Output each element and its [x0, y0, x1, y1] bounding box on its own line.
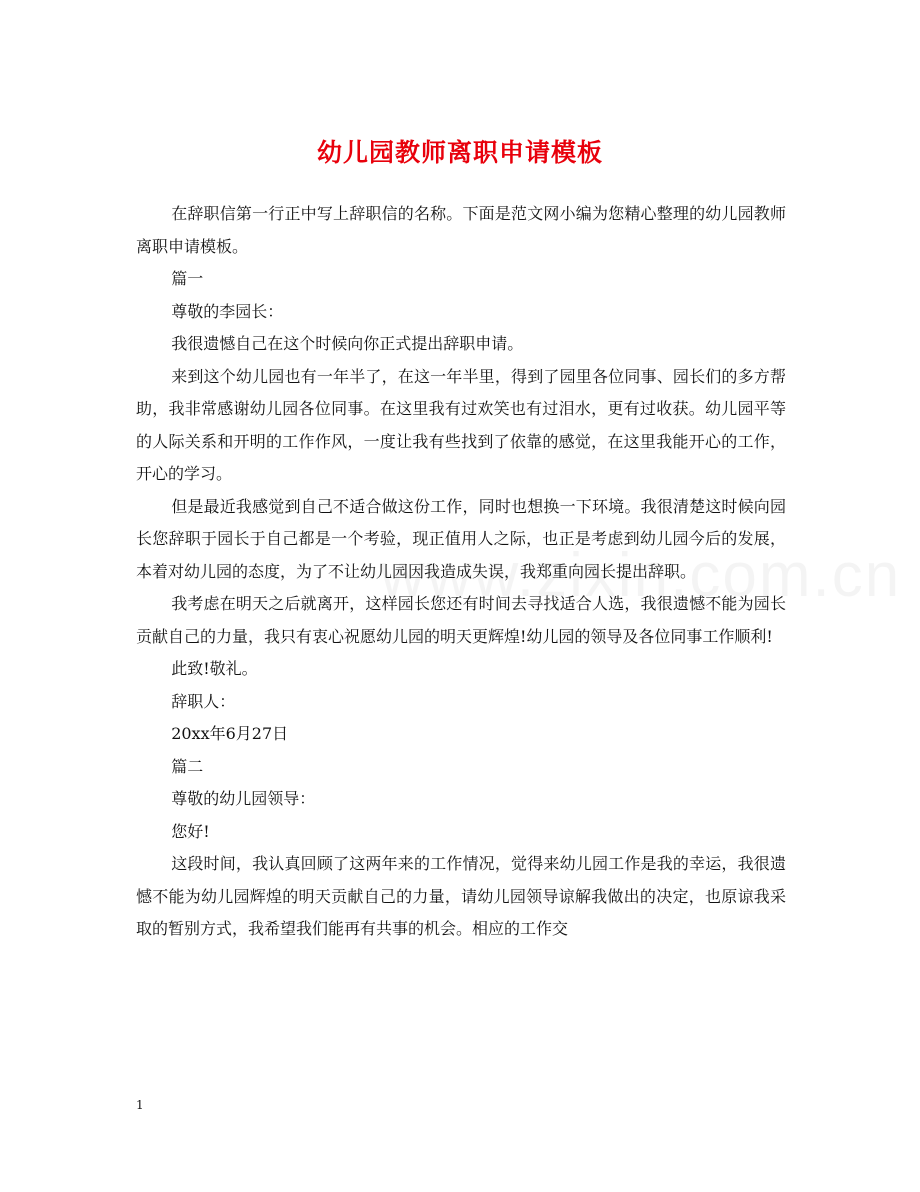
body-paragraph: 这段时间，我认真回顾了这两年来的工作情况，觉得来幼儿园工作是我的幸运，我很遗憾不能为幼儿园辉煌的明天贡献自己的力量，请幼儿园领导谅解我做出的决定，也原谅我采取的暂别方式，我希望我们能再有共事的机会。相应的工作交 [136, 854, 786, 938]
date-line: 20xx年6月27日 [171, 724, 289, 743]
page-number: 1 [136, 1098, 144, 1112]
salutation-2: 尊敬的幼儿园领导： [171, 789, 316, 808]
signature-line: 辞职人： [171, 691, 236, 711]
document-body [136, 198, 786, 946]
closing: 此致!敬礼。 [171, 659, 258, 678]
body-paragraph: 我考虑在明天之后就离开，这样园长您还有时间去寻找适合人选，我很遗憾不能为园长贡献自己的力量，我只有衷心祝愿幼儿园的明天更辉煌!幼儿园的领导及各位同事工作顺利! [136, 594, 786, 646]
section-heading-2: 篇二 [171, 756, 204, 776]
section-heading-1: 篇一 [171, 269, 204, 288]
body-paragraph: 但是最近我感觉到自己不适合做这份工作，同时也想换一下环境。我很清楚这时候向园长您辞职于园长于自己都是一个考验，现正值用人之际，也正是考虑到幼儿园今后的发展，本着对幼儿园的态度，为了不让幼儿园因我造成失误，我郑重向园长提出辞职。 [136, 496, 786, 581]
salutation-1: 尊敬的李园长： [171, 301, 284, 321]
body-paragraph: 来到这个幼儿园也有一年半了，在这一年半里，得到了园里各位同事、园长们的多方帮助，我非常感谢幼儿园各位同事。在这里我有过欢笑也有过泪水，更有过收获。幼儿园平等的人际关系和开明的工作作风，一度让我有些找到了依靠的感觉，在这里我能开心的工作，开心的学习。 [136, 366, 786, 483]
body-paragraph: 我很遗憾自己在这个时候向你正式提出辞职申请。 [171, 334, 524, 353]
greeting: 您好! [171, 821, 210, 841]
document-title: 幼儿园教师离职申请模板 [316, 137, 603, 167]
intro-paragraph: 在辞职信第一行正中写上辞职信的名称。下面是范文网小编为您精心整理的幼儿园教师离职申请模板。 [136, 204, 786, 256]
